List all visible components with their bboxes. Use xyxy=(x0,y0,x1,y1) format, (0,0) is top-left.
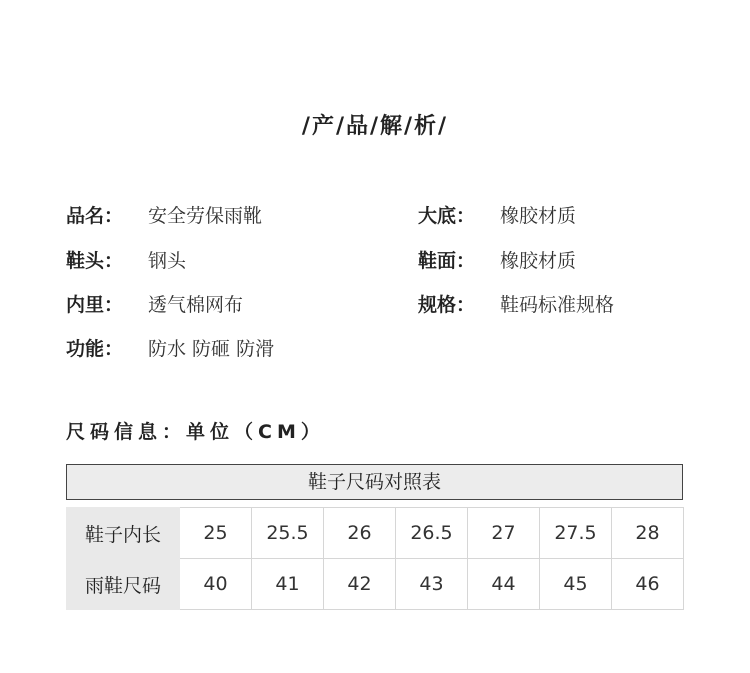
spec-sole-label: 大底： xyxy=(418,205,476,227)
table-cell: 41 xyxy=(252,559,324,610)
table-cell: 26 xyxy=(324,508,396,559)
table-cell: 40 xyxy=(180,559,252,610)
table-cell: 27 xyxy=(468,508,540,559)
spec-standard xyxy=(418,292,614,318)
table-cell: 46 xyxy=(612,559,684,610)
table-cell: 43 xyxy=(396,559,468,610)
spec-name-value: 安全劳保雨靴 xyxy=(148,205,263,227)
table-cell: 44 xyxy=(468,559,540,610)
table-row-inner-length xyxy=(67,508,684,559)
spec-standard-value: 鞋码标准规格 xyxy=(500,294,615,316)
spec-upper xyxy=(418,248,576,274)
table-cell: 45 xyxy=(540,559,612,610)
table-cell: 25 xyxy=(180,508,252,559)
spec-upper-label: 鞋面： xyxy=(418,250,476,272)
spec-name xyxy=(66,203,262,229)
size-table xyxy=(66,507,684,610)
table-cell: 25.5 xyxy=(252,508,324,559)
table-cell: 27.5 xyxy=(540,508,612,559)
size-table-caption: 鞋子尺码对照表 xyxy=(66,464,683,500)
table-cell: 28 xyxy=(612,508,684,559)
row-label-inner-length: 鞋子内长 xyxy=(67,508,180,559)
table-row-boot-size xyxy=(67,559,684,610)
spec-toe-label: 鞋头： xyxy=(66,250,124,272)
spec-name-label: 品名： xyxy=(66,205,124,227)
spec-function-label: 功能： xyxy=(66,338,124,360)
table-cell: 26.5 xyxy=(396,508,468,559)
table-cell: 42 xyxy=(324,559,396,610)
spec-function xyxy=(66,336,274,362)
spec-function-value: 防水 防砸 防滑 xyxy=(148,338,275,360)
spec-toe-value: 钢头 xyxy=(148,250,187,272)
spec-lining xyxy=(66,292,243,318)
spec-toe xyxy=(66,248,186,274)
spec-sole-value: 橡胶材质 xyxy=(500,205,577,227)
spec-sole xyxy=(418,203,576,229)
spec-standard-label: 规格： xyxy=(418,294,476,316)
size-heading: 尺码信息：单位（CM） xyxy=(66,421,325,443)
section-title: /产/品/解/析/ xyxy=(301,114,449,139)
spec-upper-value: 橡胶材质 xyxy=(500,250,577,272)
spec-lining-label: 内里： xyxy=(66,294,124,316)
row-label-boot-size: 雨鞋尺码 xyxy=(67,559,180,610)
spec-lining-value: 透气棉网布 xyxy=(148,294,244,316)
